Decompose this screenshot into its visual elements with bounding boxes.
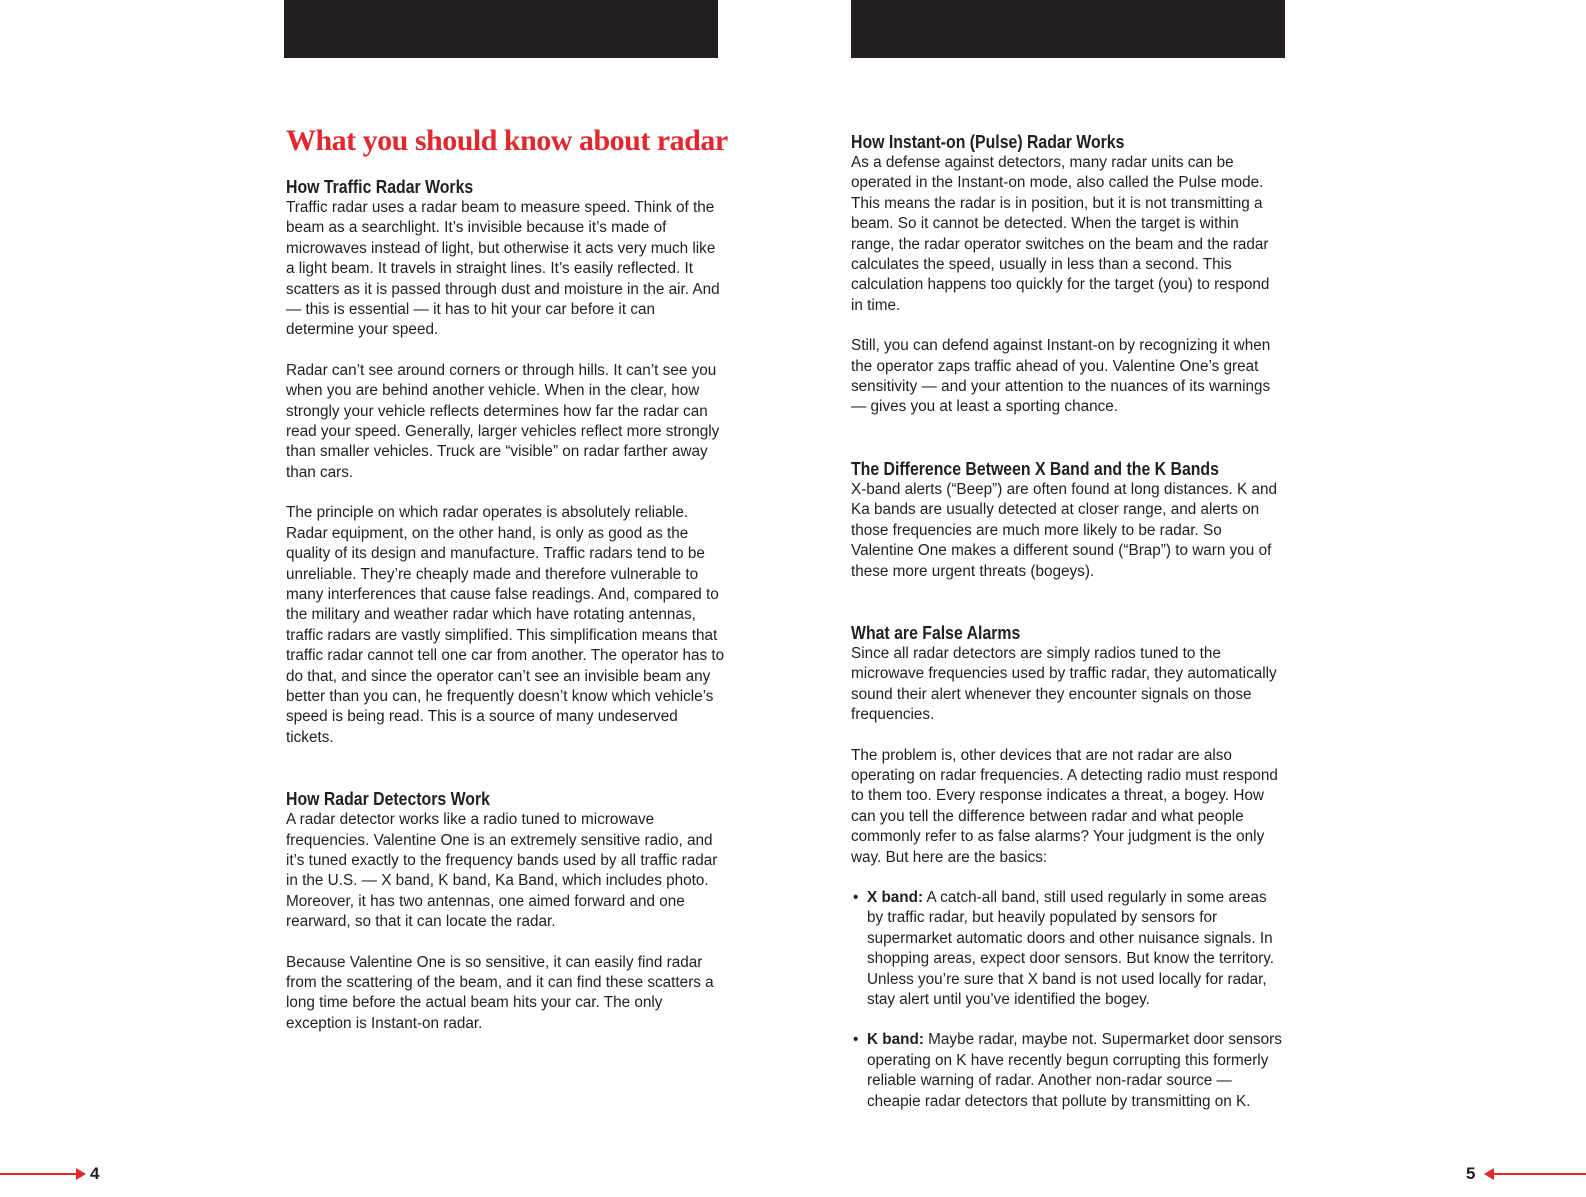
page-number-left: 4 (90, 1164, 100, 1183)
right-page (851, 131, 1285, 1152)
page-title: What you should know about radar (286, 124, 728, 157)
bullet-k-band (851, 1030, 1285, 1112)
left-page (286, 124, 726, 1074)
bullet-x-band (851, 888, 1285, 1010)
paragraph: Still, you can defend against Instant-on by recognizing it when the operator zaps traffic ahead of you. Valentine One’s great sensitivity — and your attention to the nuances of its warnings — gives you at least a sporting chance. (851, 337, 1271, 416)
paragraph: Radar can’t see around corners or through hills. It can’t see you when you are behind another vehicle. When in the clear, how strongly your vehicle reflects determines how far the radar can read your speed. Generally, larger vehicles reflect more strongly than smaller vehicles. Truck are “visible” on radar farther away than cars. (286, 361, 720, 481)
bullet-marker: • (853, 888, 859, 906)
paragraph: The principle on which radar operates is absolutely reliable. Radar equipment, on the other hand, is only as good as the quality of its design and manufacture. Traffic radars tend to be unreliable. They’re cheaply made and therefore vulnerable to many interferences that cause false readings. And, compared to the military and weather radar which have rotating antennas, traffic radars are vastly simplified. This simplification means that traffic radar cannot tell one car from another. The operator has to do that, and since the operator can’t see an invisible beam any better than you can, he frequently doesn’t know which vehicle’s speed is being read. This is a source of many undeserved tickets. (286, 504, 725, 746)
section-x-vs-k-bands (851, 458, 1285, 582)
paragraph: A radar detector works like a radio tuned to microwave frequencies. Valentine One is an extremely sensitive radio, and it’s tuned exactly to the frequency bands used by all traffic radar in the U.S. — X band, K band, Ka Band, which includes photo. Moreover, it has two antennas, one aimed forward and one rearward, so that it can locate the radar. (286, 811, 718, 931)
arrow-right-icon (0, 1173, 78, 1175)
bullet-term: X band: (867, 888, 924, 906)
paragraph: Traffic radar uses a radar beam to measure speed. Think of the beam as a searchlight. It’s invisible because it’s made of microwaves instead of light, but otherwise it acts very much like a light beam. It travels in straight lines. It’s easily reflected. It scatters as it is passed through dust and moisture in the air. And — this is essential — it has to hit your car before it can determine your speed. (286, 199, 720, 339)
page-number-right: 5 (1466, 1164, 1476, 1183)
header-bar-left (284, 0, 718, 58)
section-heading: The Difference Between X Band and the K Bands (851, 458, 1219, 479)
paragraph: Because Valentine One is so sensitive, it can easily find radar from the scattering of the beam, and it can find these scatters a long time before the actual beam hits your car. The only exception is Instant-on radar. (286, 953, 714, 1032)
section-heading: What are False Alarms (851, 622, 1021, 643)
header-bar-right (851, 0, 1285, 58)
section-traffic-radar (286, 176, 726, 748)
paragraph: As a defense against detectors, many radar units can be operated in the Instant-on mode, also called the Pulse mode. This means the radar is in position, but it is not transmitting a beam. So it cannot be detected. When the target is within range, the radar operator switches on the beam and the radar calculates the speed, usually in less than a second. This calculation happens too quickly for the target (you) to respond in time. (851, 154, 1270, 314)
paragraph: The problem is, other devices that are not radar are also operating on radar frequencies. A detecting radio must respond to them too. Every response indicates a threat, a bogey. How can you tell the difference between radar and what people commonly refer to as false alarms? Your judgment is the only way. But here are the basics: (851, 746, 1278, 866)
section-false-alarms (851, 622, 1285, 1112)
section-instant-on (851, 131, 1285, 418)
section-heading: How Traffic Radar Works (286, 177, 474, 197)
bullet-term: K band: (867, 1031, 924, 1049)
paragraph: Since all radar detectors are simply radios tuned to the microwave frequencies used by traffic radar, they automatically sound their alert whenever they encounter signals on those frequencies. (851, 644, 1277, 724)
bullet-text: A catch-all band, still used regularly in some areas by traffic radar, but heavily populated by sensors for supermarket automatic doors and other nuisance signals. In shopping areas, expect door sensors. But know the territory. Unless you’re sure that X band is not used locally for radar, stay alert until you’ve identified the bogey. (867, 888, 1274, 1008)
section-radar-detectors (286, 788, 726, 1034)
section-heading: How Instant-on (Pulse) Radar Works (851, 132, 1125, 152)
section-heading: How Radar Detectors Work (286, 789, 490, 810)
bullet-text: Maybe radar, maybe not. Supermarket door sensors operating on K have recently begun corrupting this formerly reliable warning of radar. Another non-radar source — cheapie radar detectors that pollute by transmitting on K. (867, 1031, 1282, 1110)
bullet-marker: • (853, 1031, 859, 1049)
arrow-left-icon (1492, 1173, 1586, 1175)
paragraph: X-band alerts (“Beep”) are often found at long distances. K and Ka bands are usually detected at closer range, and alerts on those frequencies are much more likely to be radar. So Valentine One makes a different sound (“Brap”) to warn you of these more urgent threats (bogeys). (851, 480, 1278, 580)
